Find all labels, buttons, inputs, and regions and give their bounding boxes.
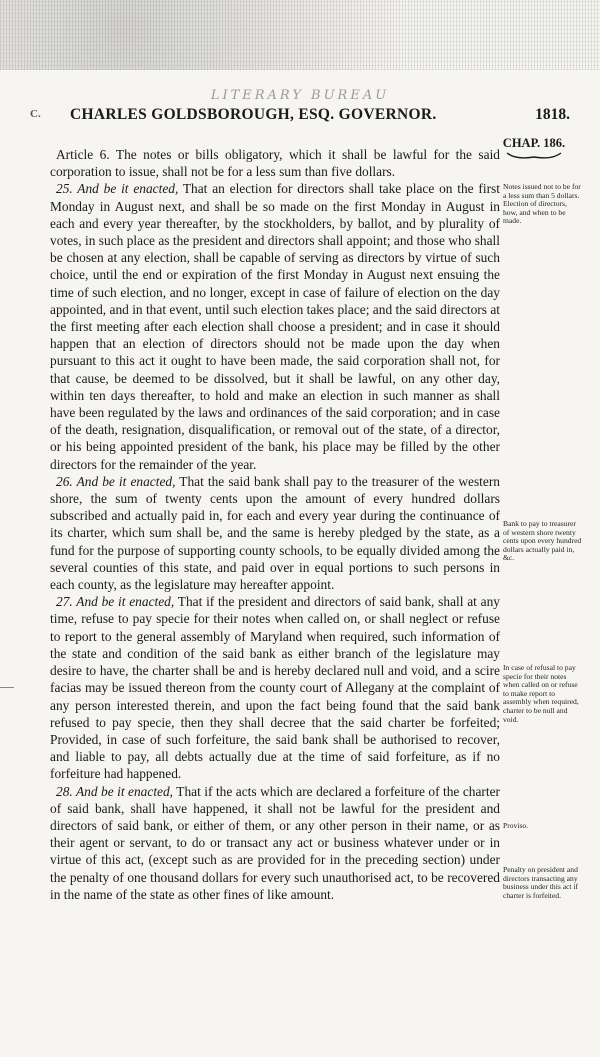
chapter-brace: [506, 151, 562, 161]
chapter-label: CHAP. 186.: [502, 136, 566, 150]
faint-stamp-text: LITERARY BUREAU: [210, 88, 390, 103]
paragraph-text: Article 6. The notes or bills obligatory, which it shall be lawful for the said corporation to issue, shall not be for a less sum than five dollars.: [50, 147, 500, 180]
section-25-paragraph: [50, 180, 500, 472]
scan-noise-band: [0, 0, 600, 70]
scan-edge-mark: [0, 687, 14, 688]
running-header: [30, 106, 570, 126]
paragraph-text: That if the president and directors of said bank, shall at any time, refuse to pay specie for their notes when called on, or shall neglect or refuse to report to the general assembly of Maryland when required, such information of the state and condition of the said bank as either branch of the legislature may desire to have, the charter shall be and is hereby declared null and void, and a scire facias may be issued thereon from the county court of Allegany at the complaint of any person interested therein, and upon the fact being found that the said bank refused to pay specie, then they shall decree that the said charter be forfeited; Provided, in case of such forfeiture, the said bank shall be authorised to recover, and liable to pay, all debts actually due at the time of said forfeiture, as if no forfeiture had happened.: [50, 594, 500, 782]
section-27-paragraph: [50, 593, 500, 782]
section-intro: 26. And be it enacted,: [56, 473, 176, 489]
statute-text: [50, 146, 500, 903]
paragraph-text: That if the acts which are declared a forfeiture of the charter of said bank, shall have happened, it shall not be lawful for the president and directors of said bank, or either of them, or any other person in their name, or as their agent or servant, to do or transact any act or business whatever under or in virtue of this act, (except such as are provided for in the preceding section) under the penalty of one thousand dollars for every such unauthorised act, to be recovered in the name of the state as other fines of like amount.: [50, 783, 500, 902]
article-6-paragraph: [50, 146, 500, 180]
margin-note-school-fund: Bank to pay to treasurer of western shore twenty cents upon every hundred dollars actually paid in, &c.: [503, 519, 582, 563]
header-mark: C.: [30, 108, 41, 120]
section-26-paragraph: [50, 473, 500, 593]
section-intro: 28. And be it enacted,: [56, 783, 174, 799]
section-intro: 25. And be it enacted,: [56, 181, 179, 197]
paragraph-text: That an election for directors shall take place on the first Monday in August next, and shall be so made on the first Monday in August in each and every year thereafter, by the stockholders, by ballot, and by plurality of votes, in such place as the president and directors shall appoint; and those who shall be chosen at any election, shall be capable of serving as directors by virtue of such choice, until the end or expiration of the first Monday in August next ensuing the time of such election, and no longer, except in case of failure of election on the day appointed, and in that event, until such election takes place; and the said directors at the first meeting after each election shall choose a president; and in case it should happen that an election of directors should not be made upon the day when pursuant to this act it ought to have been made, the said corporation shall not, for that cause, be deemed to be dissolved, but it shall be lawful, on any other day, within ten days thereafter, to hold and make an election in such manner as shall have been regulated by the laws and ordinances of the said corporation; and in case of the death, resignation, disqualification, or removal out of the state, of a director, or his being appointed president of the bank, his place may be filled by the other directors for the remainder of the year.: [50, 181, 500, 472]
margin-note-specie-refusal: In case of refusal to pay specie for their notes when called on or refuse to make report to assembly when required, charter to be null and void.: [503, 663, 579, 724]
margin-note-proviso: Proviso.: [503, 821, 529, 830]
header-year: 1818.: [535, 106, 570, 123]
header-title: CHARLES GOLDSBOROUGH, ESQ. GOVERNOR.: [70, 106, 437, 123]
margin-note-election: Notes issued not to be for a less sum than 5 dollars. Election of directors, how, and when to be made.: [503, 182, 581, 226]
section-intro: 27. And be it enacted,: [56, 594, 175, 610]
paragraph-text: That the said bank shall pay to the treasurer of the western shore, the sum of twenty cents upon the amount of every hundred dollars subscribed and actually paid in, for each and every year during the continuance of its charter, which sum shall be, and the same is hereby pledged by the state, as a fund for the purpose of supporting county schools, to be equally divided among the several counties of this state, and paid over in equal portions to such persons in each county, as the legislature may hereafter appoint.: [50, 473, 500, 593]
margin-note-penalty: Penalty on president and directors transacting any business under this act if charter is forfeited.: [503, 865, 579, 900]
section-28-paragraph: [50, 783, 500, 903]
